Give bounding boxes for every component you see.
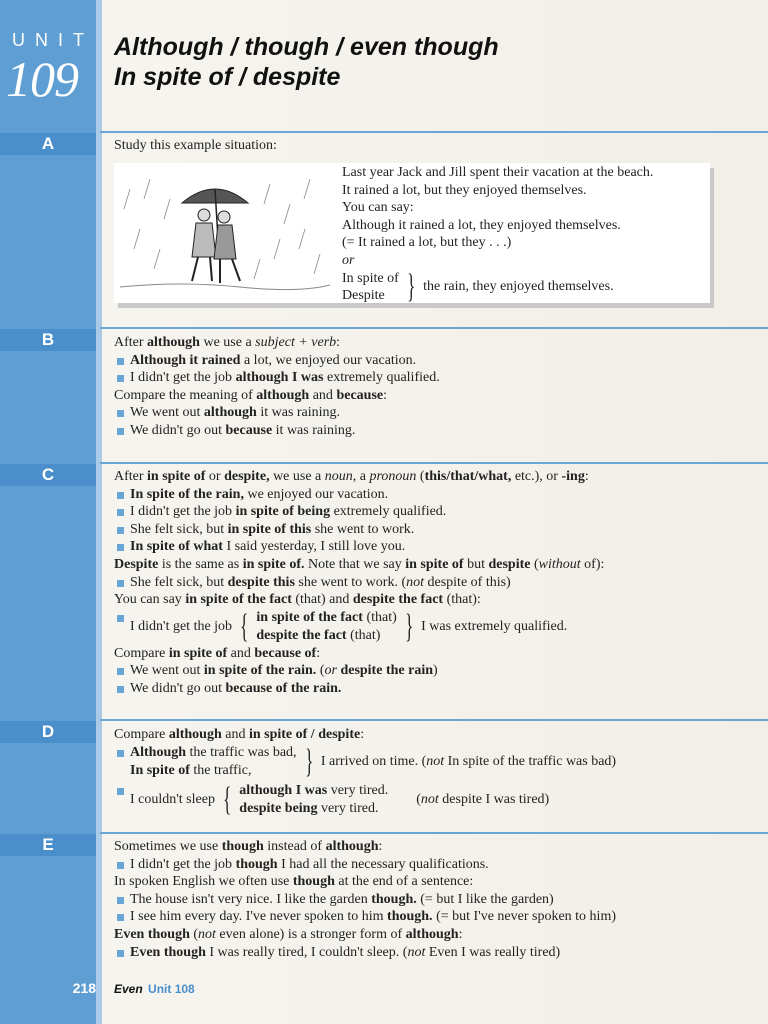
section-e-label: E <box>0 834 96 856</box>
list-item: I didn't get the job { in spite of the fact (that) despite the fact (that) } I was extremely qualified. <box>114 609 714 645</box>
list-item: We went out in spite of the rain. (or despite the rain) <box>114 662 714 680</box>
cross-reference-link[interactable]: Even Unit 108 <box>114 982 195 996</box>
unit-number: 109 <box>6 51 78 107</box>
list-item: I see him every day. I've never spoken to him though. (= but I've never spoken to him) <box>114 908 714 926</box>
list-item: The house isn't very nice. I like the garden though. (= but I like the garden) <box>114 891 714 909</box>
example-box <box>114 163 710 306</box>
list-item: In spite of the rain, we enjoyed our vacation. <box>114 486 714 504</box>
list-item: Although it rained a lot, we enjoyed our vacation. <box>114 352 714 370</box>
brace-icon: { <box>240 607 249 645</box>
list-item: I didn't get the job though I had all the necessary qualifications. <box>114 856 714 874</box>
section-c-body: After in spite of or despite, we use a noun, a pronoun (this/that/what, etc.), or -ing: In spite of the rain, we enjoyed our vacation. I didn't get the job in spite of being extremely qualified. She felt sick, but in spite of this she went to work. In spite of what I said yesterday, I still love you. Despite is the same as in spite of. Note that we say in spite of but despite (without of): She felt sick, but despite this she went to work. (not despite of this) You can say in spite of the fact (that) and despite the fact (that): I didn't get the job { in spite of the fact (that) despite the fact (that) } I was extremely qualified. Compare in spite of and because of: We went out in spite of the rain. (or despite the rain) We didn't go out because of the rain. <box>114 468 714 698</box>
left-color-band-edge <box>96 0 102 1024</box>
list-item: Although the traffic was bad, In spite of the traffic, } I arrived on time. (not In spite of the traffic was bad) <box>114 744 714 780</box>
section-b-label: B <box>0 329 96 351</box>
list-item: I didn't get the job although I was extremely qualified. <box>114 369 714 387</box>
example-text: Last year Jack and Jill spent their vacation at the beach. It rained a lot, but they enjoyed themselves. You can say: Although it rained a lot, they enjoyed themselves. (= It rained a lot, but they . . .) or In spite of Despite } the rain, they enjoyed themselves. <box>342 165 654 306</box>
list-item: She felt sick, but despite this she went to work. (not despite of this) <box>114 574 714 592</box>
section-c-label: C <box>0 464 96 486</box>
list-item: We went out although it was raining. <box>114 404 714 422</box>
section-divider <box>100 719 768 721</box>
title-line-2: In spite of / despite <box>114 63 341 91</box>
rain-umbrella-illustration <box>120 169 330 297</box>
list-item: In spite of what I said yesterday, I still love you. <box>114 538 714 556</box>
brace-icon: } <box>304 742 313 780</box>
list-item: Even though I was really tired, I couldn't sleep. (not Even I was really tired) <box>114 944 714 962</box>
page-title <box>114 32 499 92</box>
section-divider <box>100 462 768 464</box>
list-item: I didn't get the job in spite of being extremely qualified. <box>114 503 714 521</box>
section-d-label: D <box>0 721 96 743</box>
list-item: She felt sick, but in spite of this she went to work. <box>114 521 714 539</box>
brace-icon: } <box>406 268 416 306</box>
brace-icon: { <box>223 780 232 818</box>
in-spite-of-despite-choice: In spite of Despite } the rain, they enjoyed themselves. <box>342 268 614 306</box>
section-divider <box>100 327 768 329</box>
section-divider <box>100 832 768 834</box>
title-line-1: Although / though / even though <box>114 33 499 61</box>
page-number: 218 <box>72 980 96 996</box>
section-b-body: After although we use a subject + verb: Although it rained a lot, we enjoyed our vacation. I didn't get the job although I was extremely qualified. Compare the meaning of although and because: We went out although it was raining. We didn't go out because it was raining. <box>114 334 714 440</box>
section-divider <box>100 131 768 133</box>
section-a-label: A <box>0 133 96 155</box>
section-d-body: Compare although and in spite of / despite: Although the traffic was bad, In spite of the traffic, } I arrived on time. (not In spite of the traffic was bad) I couldn't sleep { although I was very tired. despite being very tired. (not despite I was tired) <box>114 726 714 818</box>
list-item: I couldn't sleep { although I was very tired. despite being very tired. (not despite I was tired) <box>114 782 714 818</box>
section-a-intro: Study this example situation: <box>114 138 277 153</box>
brace-icon: } <box>404 607 414 645</box>
list-item: We didn't go out because of the rain. <box>114 680 714 698</box>
list-item: We didn't go out because it was raining. <box>114 422 714 440</box>
section-e-body: Sometimes we use though instead of although: I didn't get the job though I had all the necessary qualifications. In spoken English we often use though at the end of a sentence: The house isn't very nice. I like the garden though. (= but I like the garden) I see him every day. I've never spoken to him though. (= but I've never spoken to him) Even though (not even alone) is a stronger form of although: Even though I was really tired, I couldn't sleep. (not Even I was really tired) <box>114 838 714 961</box>
unit-label: UNIT <box>12 30 94 50</box>
